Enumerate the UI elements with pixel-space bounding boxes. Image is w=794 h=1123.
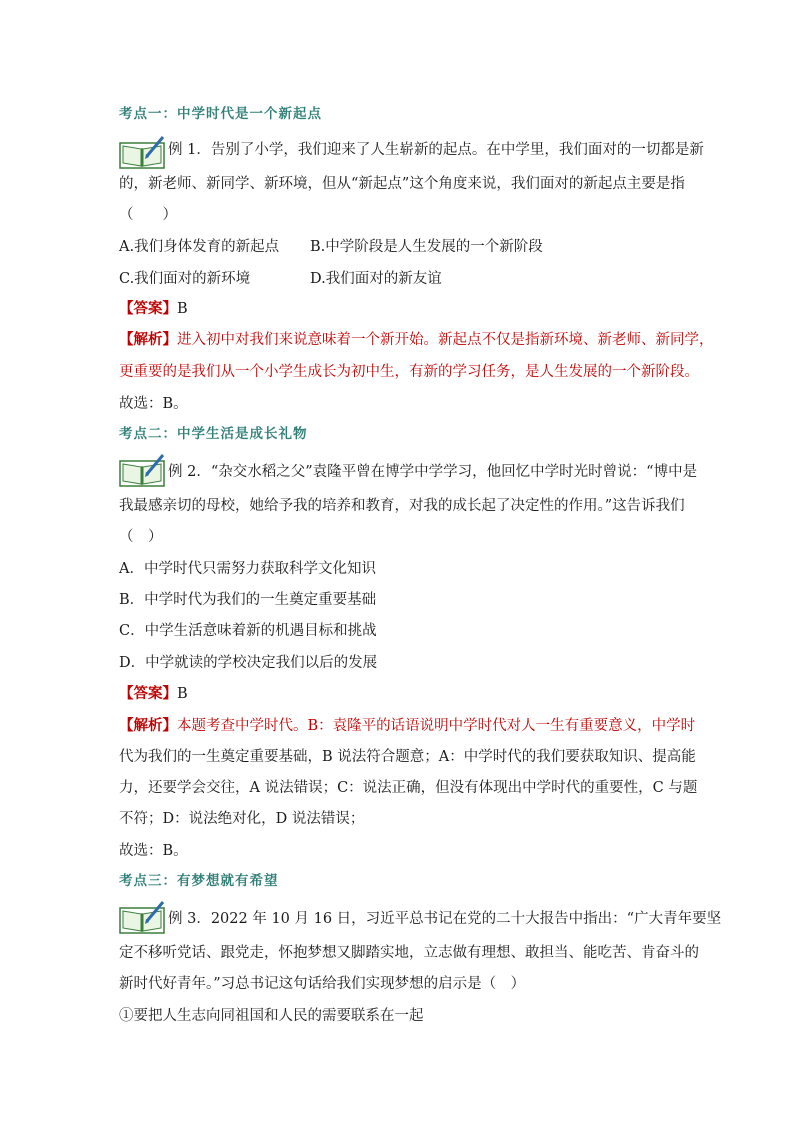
option-b: B.中学阶段是人生发展的一个新阶段 <box>310 239 543 255</box>
answer-label: 【答案】 <box>119 685 177 702</box>
question-3-stem-line-1: 例 3．2022 年 10 月 16 日，习近平总书记在党的二十大报告中指出：“广大青年要坚 <box>168 911 722 927</box>
section-heading-1: 考点一：中学时代是一个新起点 <box>119 106 322 122</box>
question-1-stem-line-3: （ ） <box>119 207 177 223</box>
example-book-icon <box>119 899 165 935</box>
explanation-label: 【解析】 <box>119 331 177 348</box>
explanation-2-line-3: 力，还要学会交往，A 说法错误；C：说法正确，但没有体现出中学时代的重要性，C 与题 <box>119 780 698 796</box>
option-a: A.我们身体发育的新起点 <box>119 239 280 255</box>
option-d: D．中学就读的学校决定我们以后的发展 <box>119 655 378 671</box>
option-a: A．中学时代只需努力获取科学文化知识 <box>119 561 376 577</box>
option-d: D.我们面对的新友谊 <box>310 271 442 287</box>
example-book-icon <box>119 452 165 488</box>
explanation-text: 本题考查中学时代。B：袁隆平的话语说明中学时代对人一生有重要意义，中学时 <box>177 718 696 734</box>
question-3-stem-line-3: 新时代好青年。”习总书记这句话给我们实现梦想的启示是（ ） <box>119 976 526 992</box>
question-2-stem-line-1: 例 2．“杂交水稻之父”袁隆平曾在博学中学学习，他回忆中学时光时曾说：“博中是 <box>168 464 698 480</box>
conclusion-2: 故选：B。 <box>119 843 188 859</box>
explanation-1-line-2: 更重要的是我们从一个小学生成长为初中生，有新的学习任务，是人生发展的一个新阶段。 <box>119 364 699 380</box>
answer-label: 【答案】 <box>119 300 177 317</box>
question-1-stem-line-2: 的，新老师、新同学、新环境，但从“新起点”这个角度来说，我们面对的新起点主要是指 <box>119 176 685 192</box>
question-2-stem-line-2: 我最感亲切的母校，她给予我的培养和教育，对我的成长起了决定性的作用。”这告诉我们 <box>119 498 685 514</box>
explanation-1-line-1 <box>119 330 714 350</box>
section-heading-3: 考点三：有梦想就有希望 <box>119 873 279 889</box>
answer-2 <box>119 684 188 704</box>
explanation-2-line-1 <box>119 716 695 736</box>
example-book-icon <box>119 134 165 170</box>
explanation-2-line-4: 不符；D：说法绝对化，D 说法错误； <box>119 811 365 827</box>
question-2-stem-line-3: （ ） <box>119 529 163 545</box>
explanation-label: 【解析】 <box>119 717 177 734</box>
explanation-text: 进入初中对我们来说意味着一个新开始。新起点不仅是指新环境、新老师、新同学， <box>177 332 714 348</box>
option-row-1 <box>119 237 279 257</box>
question-1-stem-line-1: 例 1．告别了小学，我们迎来了人生崭新的起点。在中学里，我们面对的一切都是新 <box>168 142 704 158</box>
option-c: C．中学生活意味着新的机遇目标和挑战 <box>119 623 377 639</box>
section-heading-2: 考点二：中学生活是成长礼物 <box>119 426 308 442</box>
option-c: C.我们面对的新环境 <box>119 271 251 287</box>
answer-1 <box>119 299 188 319</box>
option-b: B．中学时代为我们的一生奠定重要基础 <box>119 592 377 608</box>
answer-value: B <box>177 301 188 317</box>
answer-value: B <box>177 686 188 702</box>
statement-1: ①要把人生志向同祖国和人民的需要联系在一起 <box>119 1008 424 1024</box>
conclusion-1: 故选：B。 <box>119 396 188 412</box>
question-3-stem-line-2: 定不移听党话、跟党走，怀抱梦想又脚踏实地，立志做有理想、敢担当、能吃苦、肯奋斗的 <box>119 945 699 961</box>
explanation-2-line-2: 代为我们的一生奠定重要基础，B 说法符合题意；A：中学时代的我们要获取知识、提高能 <box>119 749 696 765</box>
